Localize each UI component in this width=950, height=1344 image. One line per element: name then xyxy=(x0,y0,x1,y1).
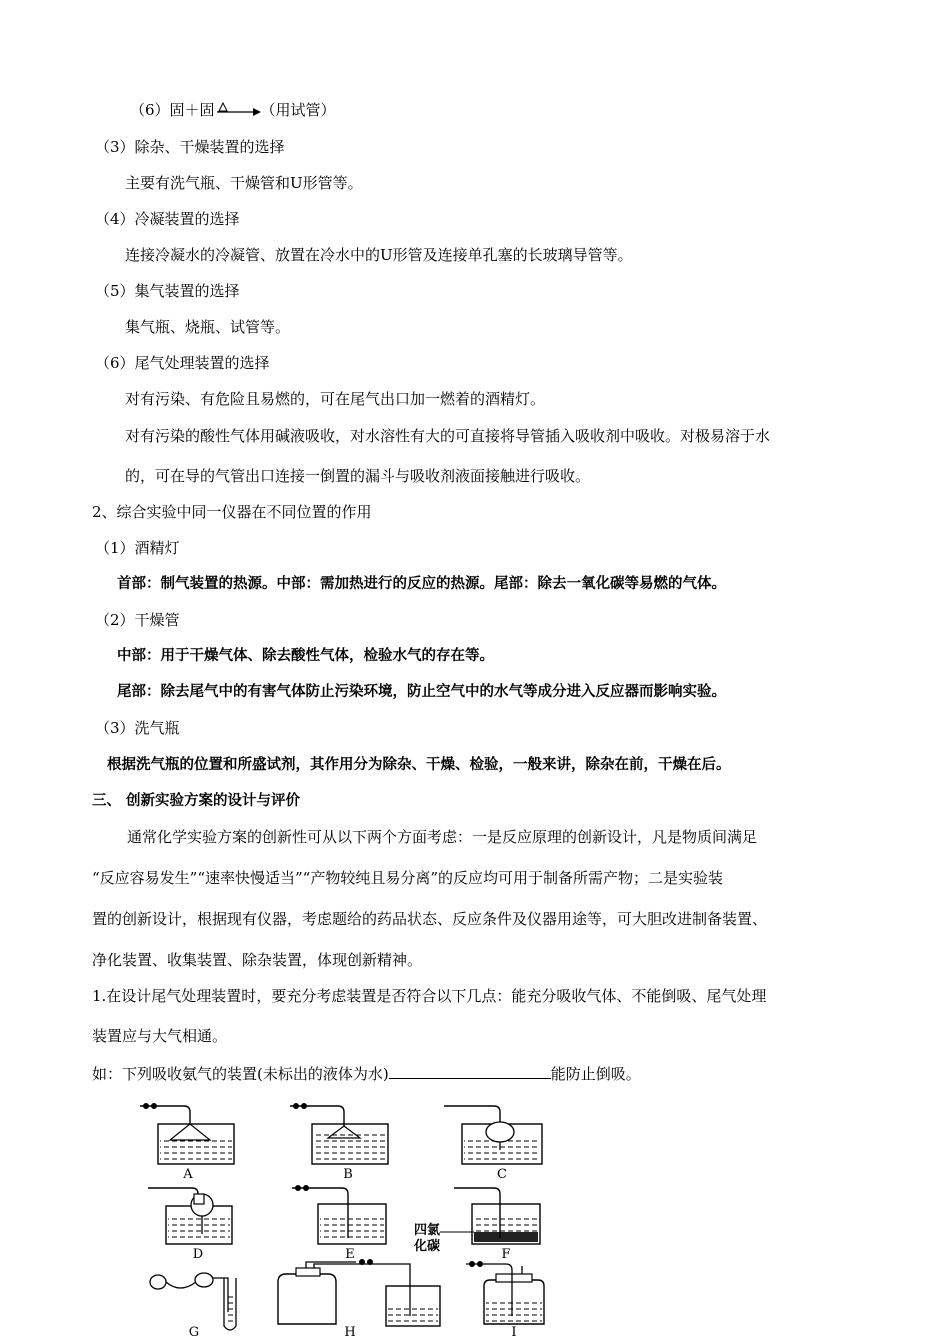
text-drying-tube-2: 尾部：除去尾气中的有害气体防止污染环境，防止空气中的水气等成分进入反应器而影响实验。 xyxy=(117,684,726,700)
heading-condense: （4）冷凝装置的选择 xyxy=(95,210,240,228)
text-collect: 集气瓶、烧瓶、试管等。 xyxy=(125,318,291,336)
apparatus-c xyxy=(444,1106,542,1182)
heading-drying-tube: （2）干燥管 xyxy=(95,611,180,629)
question-line xyxy=(92,1064,641,1084)
para-innovation-2: “反应容易发生”“速率快慢适当”“产物较纯且易分离”的反应均可用于制备所需产物；二是实验装 xyxy=(92,869,724,887)
para-innovation-1: 通常化学实验方案的创新性可从以下两个方面考虑：一是反应原理的创新设计，凡是物质间满足 xyxy=(127,828,758,846)
label-g: G xyxy=(188,1325,200,1338)
apparatus-figure xyxy=(140,1102,560,1342)
text-drying-tube-1: 中部：用于干燥气体、除去酸性气体，检验水气的存在等。 xyxy=(117,648,494,664)
label-a: A xyxy=(183,1167,193,1182)
label-f: F xyxy=(501,1247,511,1262)
apparatus-h xyxy=(278,1259,440,1338)
heading-purify-dry: （3）除杂、干燥装置的选择 xyxy=(95,138,285,156)
text-tail-gas-3: 的，可在导的气管出口连接一倒置的漏斗与吸收剂液面接触进行吸收。 xyxy=(125,467,591,485)
label-b: B xyxy=(343,1167,353,1182)
label-i: I xyxy=(511,1325,517,1338)
heading-tail-gas: （6）尾气处理装置的选择 xyxy=(95,354,270,372)
reaction-line xyxy=(130,100,336,121)
section-heading-innovation: 三、 创新实验方案的设计与评价 xyxy=(92,793,301,809)
para-innovation-3: 置的创新设计，根据现有仪器，考虑题给的药品状态、反应条件及仪器用途等，可大胆改进制备装置、 xyxy=(92,910,768,928)
reaction-text: （6）固＋固 xyxy=(130,101,215,119)
apparatus-f xyxy=(413,1188,540,1262)
answer-blank[interactable] xyxy=(389,1064,551,1079)
para-tail-design-1: 1.在设计尾气处理装置时，要充分考虑装置是否符合以下几点：能充分吸收气体、不能倒吸、尾气处理 xyxy=(92,987,767,1005)
ccl4-label-1: 四氯 xyxy=(414,1223,441,1238)
text-wash-bottle: 根据洗气瓶的位置和所盛试剂，其作用分为除杂、干燥、检验，一般来讲，除杂在前，干燥在后。 xyxy=(107,757,731,773)
label-d: D xyxy=(192,1247,204,1262)
heading-alcohol-lamp: （1）酒精灯 xyxy=(95,539,180,557)
apparatus-e xyxy=(292,1185,386,1262)
apparatus-b xyxy=(290,1103,388,1182)
para-innovation-4: 净化装置、收集装置、除杂装置，体现创新精神。 xyxy=(92,951,423,969)
text-condense: 连接冷凝水的冷凝管、放置在冷水中的U形管及连接单孔塞的长玻璃导管等。 xyxy=(125,246,633,264)
heading-instrument-roles: 2、综合实验中同一仪器在不同位置的作用 xyxy=(92,503,372,521)
text-tail-gas-2: 对有污染的酸性气体用碱液吸收，对水溶性有大的可直接将导管插入吸收剂中吸收。对极易溶于水 xyxy=(125,427,771,445)
apparatus-a xyxy=(140,1103,234,1182)
label-h: H xyxy=(344,1325,356,1338)
question-text: 如：下列吸收氨气的装置(未标出的液体为水) xyxy=(92,1065,389,1083)
heat-arrow-icon xyxy=(215,101,261,121)
heading-wash-bottle: （3）洗气瓶 xyxy=(95,719,180,737)
text-alcohol-lamp: 首部：制气装置的热源。中部：需加热进行的反应的热源。尾部：除去一氧化碳等易燃的气体。 xyxy=(117,576,726,592)
apparatus-i xyxy=(466,1261,544,1338)
apparatus-d xyxy=(148,1188,232,1262)
heading-collect: （5）集气装置的选择 xyxy=(95,282,240,300)
apparatus-g xyxy=(150,1273,236,1338)
label-e: E xyxy=(345,1247,355,1262)
ccl4-label-2: 化碳 xyxy=(414,1239,441,1254)
label-c: C xyxy=(497,1167,507,1182)
text-tail-gas-1: 对有污染、有危险且易燃的，可在尾气出口加一燃着的酒精灯。 xyxy=(125,390,546,408)
question-suffix: 能防止倒吸。 xyxy=(550,1065,641,1083)
reaction-note: （用试管） xyxy=(260,101,336,119)
para-tail-design-2: 装置应与大气相通。 xyxy=(92,1027,228,1045)
text-purify-dry: 主要有洗气瓶、干燥管和U形管等。 xyxy=(125,174,363,192)
